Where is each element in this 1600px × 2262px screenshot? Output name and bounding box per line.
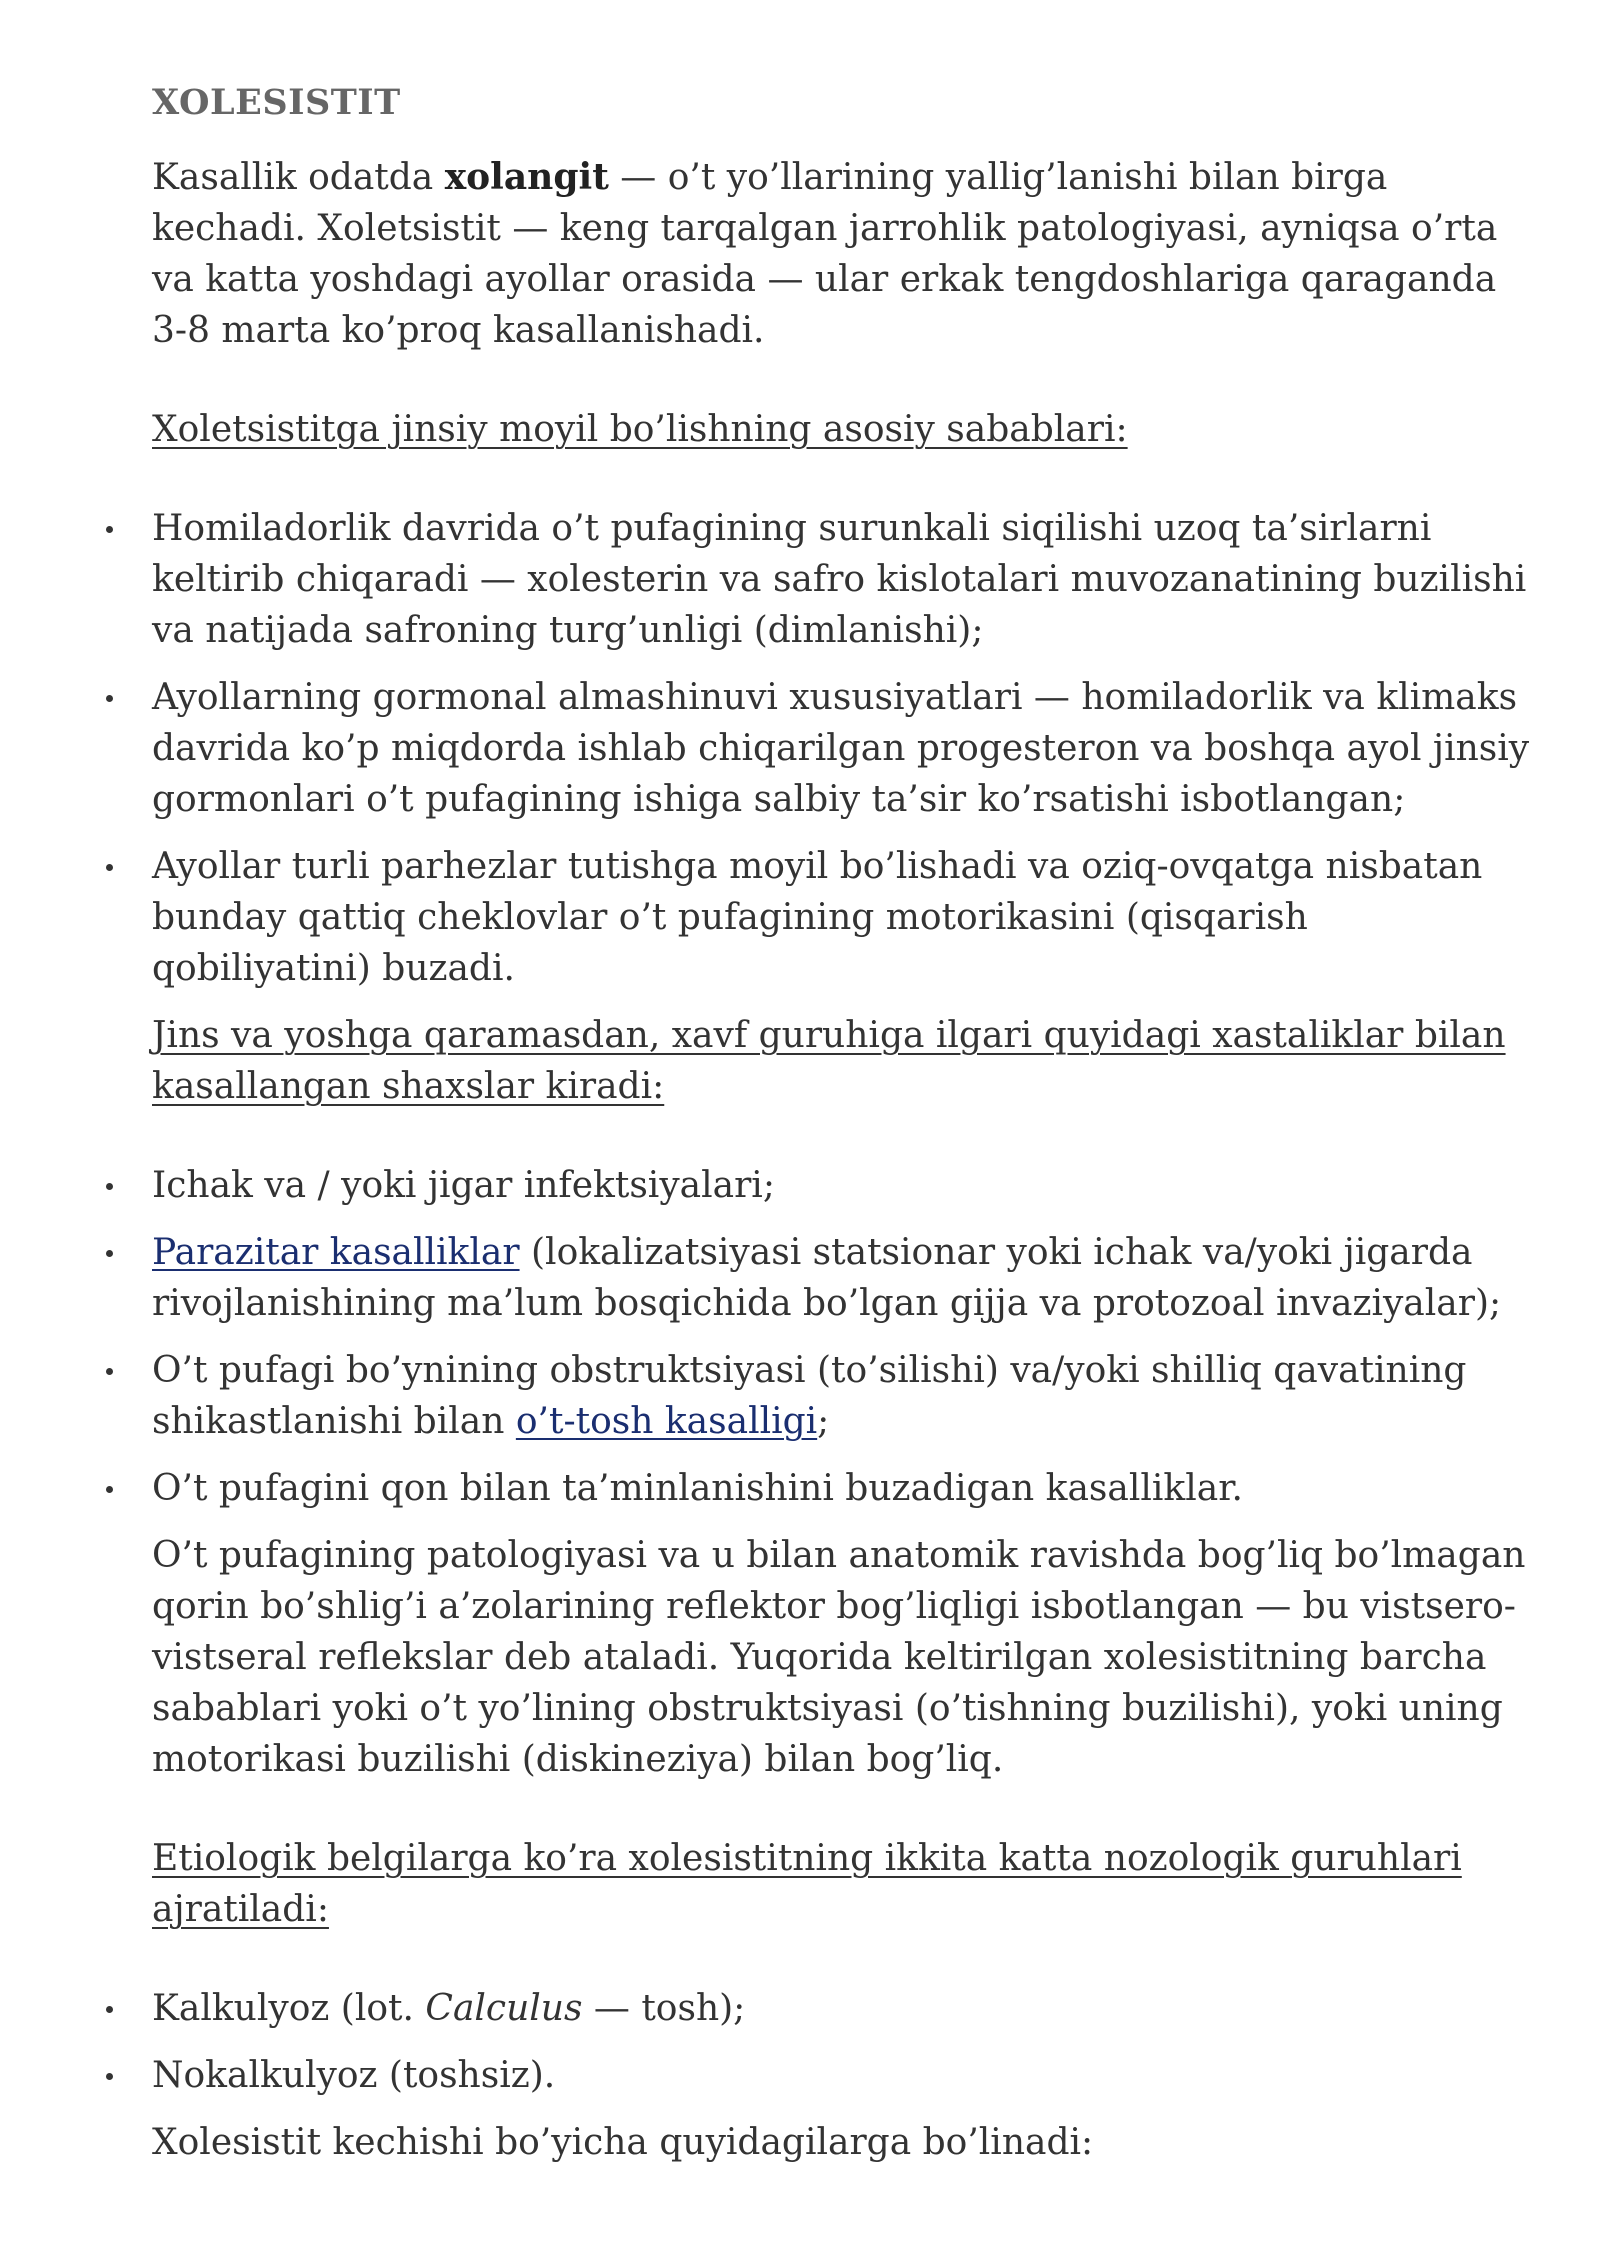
section2-list-item: [152, 1227, 1532, 1329]
intro-text-start: Kasallik odatda: [152, 157, 445, 198]
section3-list: [152, 1983, 1532, 2101]
section1-list-item: Ayollar turli parhezlar tutishga moyil bo’lishadi va oziq-ovqatga nisbatan bunday qattiq cheklovlar o’t pufagining motorikasini (qisqarish qobiliyatini) buzadi.: [152, 841, 1532, 994]
section2-list: [152, 1160, 1532, 1514]
section2-list-item: O’t pufagini qon bilan ta’minlanishini buzadigan kasalliklar.: [152, 1463, 1532, 1514]
section3-item1-text: Kalkulyoz (lot.: [152, 1988, 426, 2029]
section2-item3-text: O’t pufagi bo’ynining obstruktsiyasi (to’silishi) va/yoki shilliq qavatining shikastlanishi bilan: [152, 1350, 1467, 1442]
closing-paragraph: Xolesistit kechishi bo’yicha quyidagilarga bo’linadi:: [152, 2122, 1094, 2163]
section3-heading: Etiologik belgilarga ko’ra xolesistitning ikkita katta nozologik guruhlari ajratiladi:: [152, 1838, 1462, 1930]
section2-paragraph: O’t pufagining patologiyasi va u bilan anatomik ravishda bog’liq bo’lmagan qorin bo’shlig’i a’zolarining reflektor bog’liqligi isbotlangan — bu vistsero-vistseral reflekslar deb ataladi. Yuqorida keltirilgan xolesistitning barcha sabablari yoki o’t yo’lining obstruktsiyasi (o’tishning buzilishi), yoki uning motorikasi buzilishi (diskineziya) bilan bog’liq.: [152, 1535, 1526, 1780]
section3-item1-end: — tosh);: [582, 1988, 746, 2029]
intro-text-end: — o’t yo’llarining yallig’lanishi bilan birga kechadi. Xoletsistit — keng tarqalgan jarrohlik patologiyasi, ayniqsa o’rta va katta yoshdagi ayollar orasida — ular erkak tengdoshlariga qaraganda 3-8 marta ko’proq kasallanishadi.: [152, 157, 1498, 351]
section2-list-item: [152, 1345, 1532, 1447]
intro-paragraph: [152, 152, 1532, 356]
section2-heading: Jins va yoshga qaramasdan, xavf guruhiga ilgari quyidagi xastaliklar bilan kasallangan shaxslar kiradi:: [152, 1015, 1506, 1107]
gallstone-disease-link[interactable]: o’t-tosh kasalligi: [515, 1401, 818, 1442]
section1-list-item: Homiladorlik davrida o’t pufagining surunkali siqilishi uzoq ta’sirlarni keltirib chiqaradi — xolesterin va safro kislotalari muvozanatining buzilishi va natijada safroning turg’unligi (dimlanishi);: [152, 503, 1532, 656]
section3-list-item: [152, 1983, 1532, 2034]
section3-item1-italic: Calculus: [425, 1988, 583, 2029]
intro-bold-term: xolangit: [444, 156, 609, 198]
section2-item2-text: (lokalizatsiyasi statsionar yoki ichak va/yoki jigarda rivojlanishining ma’lum bosqichida bo’lgan gijja va protozoal invaziyalar);: [152, 1232, 1502, 1324]
section1-list-item: Ayollarning gormonal almashinuvi xususiyatlari — homiladorlik va klimaks davrida ko’p miqdorda ishlab chiqarilgan progesteron va boshqa ayol jinsiy gormonlari o’t pufagining ishiga salbiy ta’sir ko’rsatishi isbotlangan;: [152, 672, 1532, 825]
parasitic-diseases-link[interactable]: Parazitar kasalliklar: [152, 1232, 520, 1273]
section2-list-item: Ichak va / yoki jigar infektsiyalari;: [152, 1160, 1532, 1211]
section2-item3-end: ;: [817, 1401, 830, 1442]
section1-heading: Xoletsistitga jinsiy moyil bo’lishning asosiy sabablari:: [152, 409, 1128, 450]
article-content: [152, 78, 1532, 2168]
section3-list-item: Nokalkulyoz (toshsiz).: [152, 2050, 1532, 2101]
page-title: XOLESISTIT: [152, 82, 401, 123]
section1-list: [152, 503, 1532, 994]
